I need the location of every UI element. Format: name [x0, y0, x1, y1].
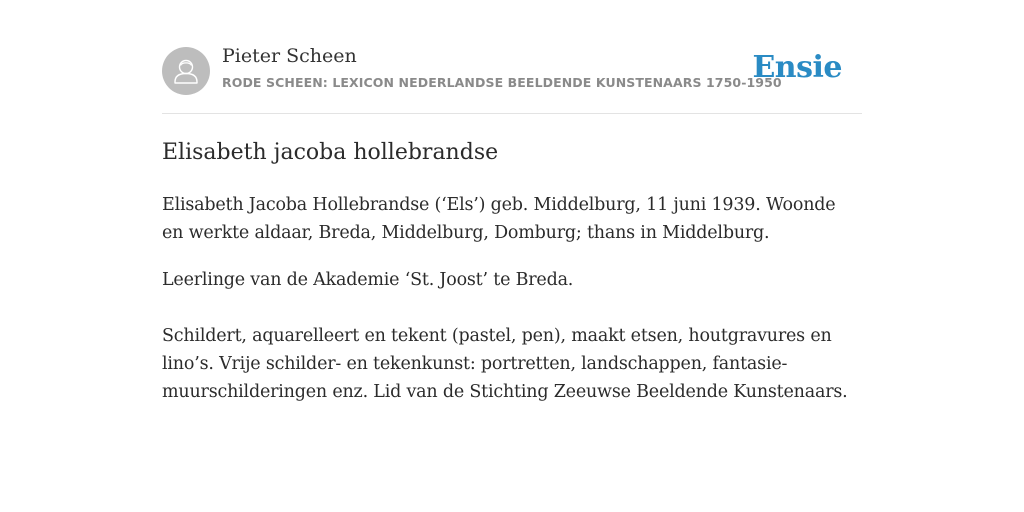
entry-card [162, 40, 862, 406]
entry-header [162, 40, 862, 114]
entry-paragraph: Leerlinge van de Akademie ‘St. Joost’ te Breda. [162, 269, 574, 290]
author-name[interactable]: Pieter Scheen [222, 45, 357, 67]
entry-paragraph: Schildert, aquarelleert en tekent (pastel, pen), maakt etsen, houtgravures en lino’s. Vrije schilder- en tekenkunst: portretten, landschappen, fantasie-muurschilderingen enz. Lid van de Stichting Zeeuwse Beeldende Kunstenaars. [162, 325, 848, 402]
source-title[interactable]: RODE SCHEEN: LEXICON NEDERLANDSE BEELDENDE KUNSTENAARS 1750-1950 [222, 75, 782, 90]
entry-paragraph: Elisabeth Jacoba Hollebrandse (‘Els’) geb. Middelburg, 11 juni 1939. Woonde en werkte aldaar, Breda, Middelburg, Domburg; thans in Middelburg. [162, 194, 836, 243]
entry-title: Elisabeth jacoba hollebrandse [162, 140, 499, 165]
ensie-logo[interactable]: Ensie [752, 50, 842, 85]
avatar[interactable] [162, 47, 210, 95]
user-icon [162, 47, 210, 95]
